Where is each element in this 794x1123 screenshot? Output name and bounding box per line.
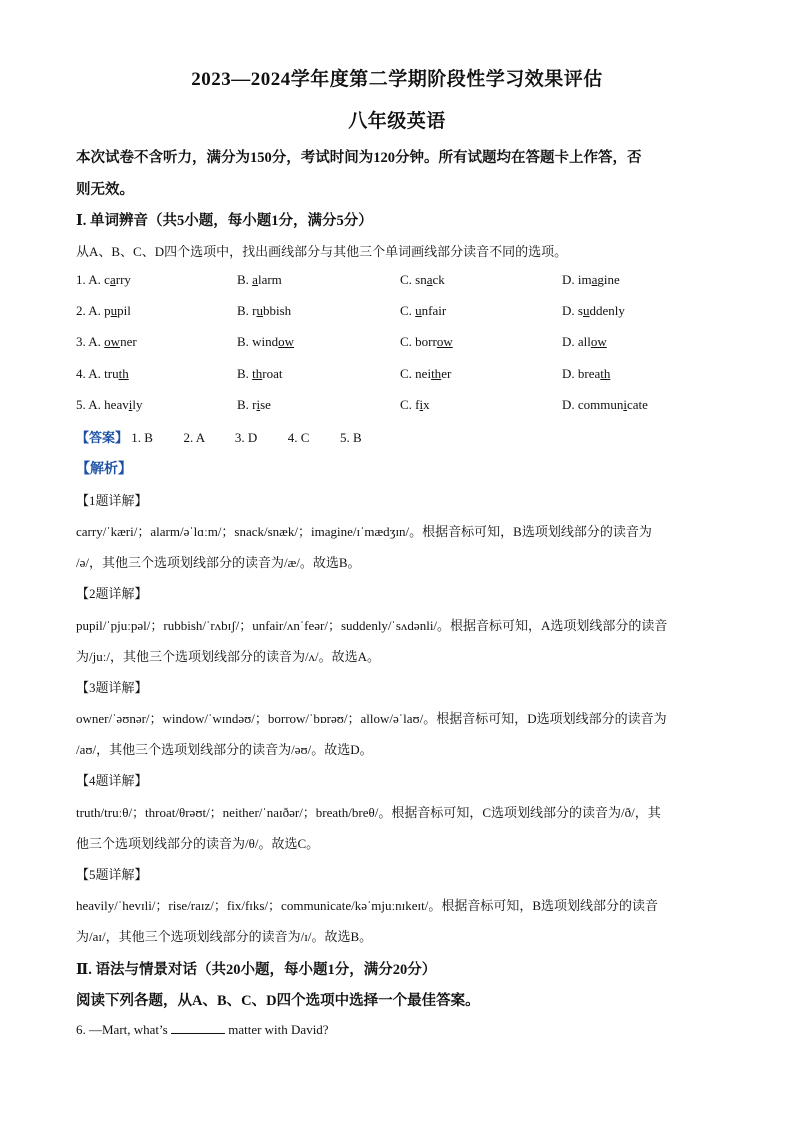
option-text: C.: [400, 303, 416, 318]
underlined-letters: u: [256, 303, 263, 318]
detail-2-line-1: pupil/ˈpjuːpəl/；rubbish/ˈrʌbɪʃ/；unfair/ʌnˈfeər/；suddenly/ˈsʌdənli/。根据音标可知，A选项划线部分的读音: [76, 618, 668, 633]
detail-3-line-1: owner/ˈəʊnər/；window/ˈwɪndəʊ/；borrow/ˈbɒrəʊ/；allow/əˈlaʊ/。根据音标可知，D选项划线部分的读音为: [76, 711, 667, 726]
underlined-letters: th: [118, 366, 129, 381]
q3-option-c: [400, 334, 453, 350]
underlined-letters: th: [252, 366, 263, 381]
detail-4-line-2: 他三个选项划线部分的读音为/θ/。故选C。: [76, 836, 320, 851]
detail-4-label: 【4题详解】: [76, 773, 148, 788]
detail-4-line-1: truth/truːθ/；throat/θrəʊt/；neither/ˈnaɪðər/；breath/breθ/。根据音标可知，C选项划线部分的读音为/ð/，其: [76, 805, 661, 820]
underlined-letters: u: [415, 303, 422, 318]
q3-option-b: [237, 334, 294, 350]
q4-option-c: [400, 366, 451, 382]
option-text: er: [441, 366, 452, 381]
option-text: x: [423, 397, 430, 412]
option-text: B. r: [237, 397, 257, 412]
intro-line-2: 则无效。: [76, 182, 134, 198]
option-text: bbish: [263, 303, 292, 318]
q2-option-a: [76, 303, 131, 319]
option-text: B. wind: [237, 334, 279, 349]
q1-option-c: [400, 272, 445, 288]
answer-4: 4. C: [287, 430, 310, 445]
option-text: C. nei: [400, 366, 432, 381]
detail-3-label: 【3题详解】: [76, 680, 148, 695]
q4-option-d: [562, 366, 610, 382]
option-text: ddenly: [589, 303, 625, 318]
detail-3-line-2: /aʊ/，其他三个选项划线部分的读音为/əʊ/。故选D。: [76, 742, 373, 757]
option-text: ner: [120, 334, 137, 349]
option-text: cate: [627, 397, 648, 412]
option-text: roat: [262, 366, 283, 381]
q4-option-a: [76, 366, 129, 382]
answer-2: 2. A: [183, 430, 205, 445]
underlined-letters: th: [600, 366, 611, 381]
option-text: D. commun: [562, 397, 624, 412]
q2-option-b: [237, 303, 291, 319]
option-text: rry: [115, 272, 131, 287]
option-text: 4. A. tru: [76, 366, 119, 381]
option-text: 2. A. p: [76, 303, 111, 318]
detail-5-line-1: heavily/ˈhevɪli/；rise/raɪz/；fix/fɪks/；communicate/kəˈmjuːnɪkeɪt/。根据音标可知，B选项划线部分的读音: [76, 898, 659, 913]
detail-2-line-2: 为/juː/，其他三个选项划线部分的读音为/ʌ/。故选A。: [76, 649, 381, 664]
q1-option-b: [237, 272, 282, 288]
underlined-letters: a: [109, 272, 116, 287]
q5-option-a: [76, 397, 142, 413]
detail-1-label: 【1题详解】: [76, 493, 148, 508]
exam-subtitle: 八年级英语: [348, 111, 446, 132]
detail-1-line-1: carry/ˈkæri/；alarm/əˈlɑːm/；snack/snæk/；imagine/ɪˈmædʒɪn/。根据音标可知，B选项划线部分的读音为: [76, 524, 652, 539]
section-1-heading: Ⅰ. 单词辨音（共5小题，每小题1分，满分5分）: [76, 213, 373, 229]
underlined-letters: ow: [590, 334, 607, 349]
underlined-letters: ow: [104, 334, 121, 349]
option-text: 1. A. c: [76, 272, 110, 287]
underlined-letters: ow: [436, 334, 453, 349]
option-text: larm: [257, 272, 282, 287]
option-text: 3. A.: [76, 334, 105, 349]
option-text: B. r: [237, 303, 257, 318]
option-text: D. brea: [562, 366, 601, 381]
detail-2-label: 【2题详解】: [76, 586, 148, 601]
underlined-letters: i: [623, 397, 628, 412]
option-text: gine: [597, 272, 620, 287]
option-text: 5. A. heav: [76, 397, 129, 412]
option-text: D. all: [562, 334, 591, 349]
option-text: pil: [117, 303, 131, 318]
question-6-stem-start: 6. —Mart, what’s: [76, 1022, 168, 1037]
underlined-letters: ow: [278, 334, 295, 349]
option-text: ck: [432, 272, 445, 287]
q5-option-d: [562, 397, 648, 413]
question-6: [76, 1022, 726, 1038]
answer-1: 1. B: [131, 430, 153, 445]
detail-5-label: 【5题详解】: [76, 867, 148, 882]
q5-option-c: [400, 397, 430, 413]
underlined-letters: a: [252, 272, 258, 287]
analysis-label: 【解析】: [76, 462, 132, 477]
option-text: B.: [237, 366, 253, 381]
option-text: D. s: [562, 303, 583, 318]
option-text: se: [260, 397, 271, 412]
q5-option-b: [237, 397, 271, 413]
detail-1-line-2: /ə/，其他三个选项划线部分的读音为/æ/。故选B。: [76, 555, 361, 570]
q4-option-b: [237, 366, 283, 382]
section-2-heading: Ⅱ. 语法与情景对话（共20小题，每小题1分，满分20分）: [76, 962, 437, 978]
section-1-instruction: 从A、B、C、D四个选项中，找出画线部分与其他三个单词画线部分读音不同的选项。: [76, 244, 568, 259]
question-6-stem-end: matter with David?: [228, 1022, 329, 1037]
exam-title: 2023—2024学年度第二学期阶段性学习效果评估: [191, 69, 603, 90]
answer-5: 5. B: [339, 430, 362, 445]
q2-option-d: [562, 303, 625, 319]
option-text: C. sn: [400, 272, 427, 287]
option-text: B.: [237, 272, 253, 287]
answer-line: [76, 427, 726, 446]
underlined-letters: a: [591, 272, 598, 287]
underlined-letters: a: [426, 272, 433, 287]
option-text: D. im: [562, 272, 592, 287]
underlined-letters: u: [582, 303, 590, 318]
underlined-letters: i: [256, 397, 261, 412]
intro-line-1: 本次试卷不含听力，满分为150分，考试时间为120分钟。所有试题均在答题卡上作答，否: [76, 150, 642, 166]
underlined-letters: i: [419, 397, 424, 412]
q2-option-c: [400, 303, 446, 319]
q1-option-d: [562, 272, 620, 288]
answer-label: 【答案】: [76, 430, 129, 445]
section-2-instruction: 阅读下列各题，从A、B、C、D四个选项中选择一个最佳答案。: [76, 993, 480, 1009]
q1-option-a: [76, 272, 131, 288]
question-6-blank[interactable]: [171, 1022, 225, 1034]
q3-option-a: [76, 334, 137, 350]
option-text: C. borr: [400, 334, 437, 349]
answer-3: 3. D: [234, 430, 258, 445]
underlined-letters: i: [128, 397, 133, 412]
underlined-letters: u: [110, 303, 118, 318]
q3-option-d: [562, 334, 607, 350]
detail-5-line-2: 为/aɪ/，其他三个选项划线部分的读音为/ɪ/。故选B。: [76, 929, 373, 944]
option-text: C. f: [400, 397, 420, 412]
option-text: ly: [132, 397, 143, 412]
option-text: nfair: [421, 303, 447, 318]
underlined-letters: th: [431, 366, 442, 381]
